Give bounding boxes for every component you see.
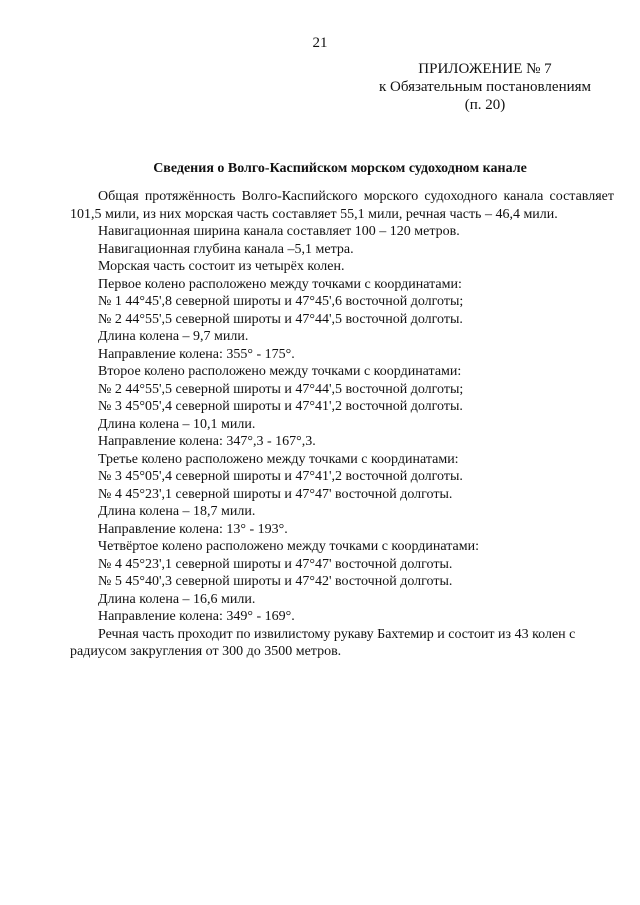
- body-line: № 4 45°23',1 северной широты и 47°47' восточной долготы.: [98, 556, 453, 572]
- body-line: Направление колена: 355° - 175°.: [98, 346, 295, 362]
- appendix-header: [360, 60, 610, 114]
- body-line: № 3 45°05',4 северной широты и 47°41',2 восточной долготы.: [98, 399, 463, 414]
- body-line: Направление колена: 349° - 169°.: [98, 609, 295, 624]
- body-line: Длина колена – 10,1 мили.: [98, 416, 256, 432]
- body-line: № 3 45°05',4 северной широты и 47°41',2 восточной долготы.: [98, 469, 463, 484]
- page-number: 21: [312, 35, 328, 51]
- body-lines: [70, 223, 614, 626]
- body-line: № 2 44°55',5 северной широты и 47°44',5 восточной долготы;: [98, 381, 464, 397]
- body-line: № 4 45°23',1 северной широты и 47°47' восточной долготы.: [98, 486, 453, 502]
- body-line: Навигационная глубина канала –5,1 метра.: [98, 241, 354, 257]
- document-body: [70, 188, 614, 661]
- appendix-title: ПРИЛОЖЕНИЕ № 7: [418, 61, 552, 77]
- body-line: Навигационная ширина канала составляет 100 – 120 метров.: [98, 224, 460, 239]
- body-line: № 1 44°45',8 северной широты и 47°45',6 восточной долготы;: [98, 294, 464, 309]
- body-line: Третье колено расположено между точками с координатами:: [98, 451, 459, 467]
- final-paragraph: Речная часть проходит по извилистому рукаву Бахтемир и состоит из 43 колен с радиусом закругления от 300 до 3500 метров.: [70, 626, 576, 659]
- body-line: Длина колена – 18,7 мили.: [98, 504, 256, 519]
- document-title: Сведения о Волго-Каспийском морском судоходном канале: [153, 161, 527, 176]
- body-line: Длина колена – 16,6 мили.: [98, 591, 256, 607]
- body-line: Длина колена – 9,7 мили.: [98, 329, 249, 344]
- intro-paragraph: Общая протяжённость Волго-Каспийского морского судоходного канала составляет 101,5 мили, из них морская часть составляет 55,1 мили, речная часть – 46,4 мили.: [70, 189, 614, 222]
- body-line: Первое колено расположено между точками с координатами:: [98, 276, 462, 292]
- appendix-reference: (п. 20): [464, 97, 506, 113]
- body-line: Направление колена: 347°,3 - 167°,3.: [98, 434, 316, 449]
- body-line: Второе колено расположено между точками с координатами:: [98, 364, 462, 379]
- body-line: Четвёртое колено расположено между точками с координатами:: [98, 539, 480, 554]
- body-line: Морская часть состоит из четырёх колен.: [98, 259, 345, 274]
- body-line: Направление колена: 13° - 193°.: [98, 521, 288, 537]
- body-line: № 5 45°40',3 северной широты и 47°42' восточной долготы.: [98, 574, 453, 589]
- body-line: № 2 44°55',5 северной широты и 47°44',5 восточной долготы.: [98, 311, 463, 327]
- appendix-subtitle: к Обязательным постановлениям: [378, 79, 592, 95]
